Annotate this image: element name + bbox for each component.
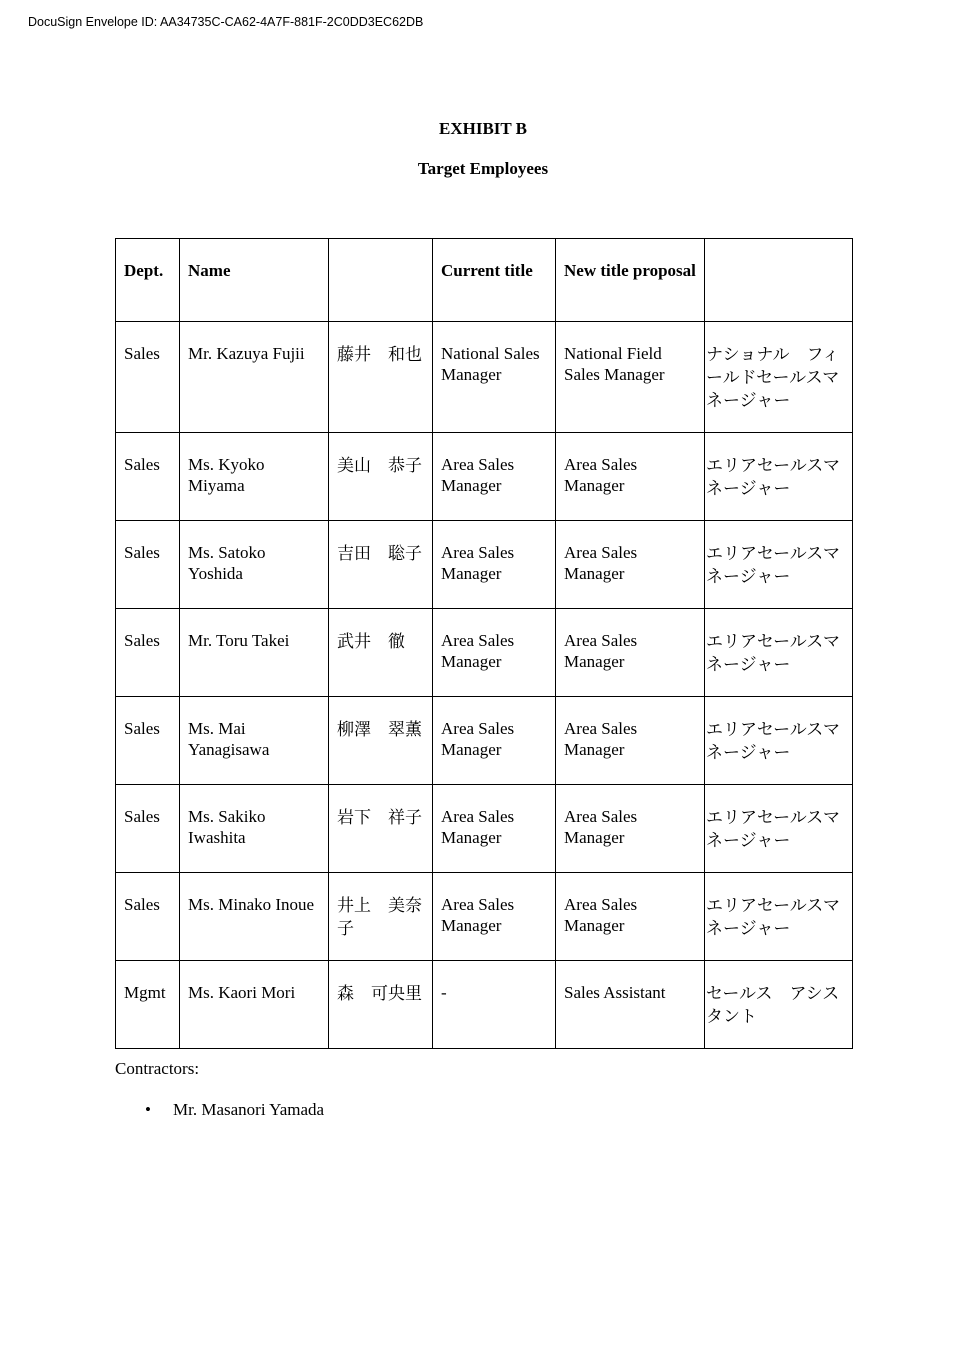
cell-name-jp: 美山 恭子 [329, 433, 433, 521]
cell-current-title: Area Sales Manager [433, 521, 556, 609]
exhibit-title: EXHIBIT B [438, 119, 528, 138]
cell-name-jp: 武井 徹 [329, 609, 433, 697]
table-row [116, 521, 853, 609]
list-item [145, 1100, 324, 1120]
table-row [116, 322, 853, 433]
table-row [116, 433, 853, 521]
cell-new-title-jp: エリアセールスマネージャー [705, 609, 853, 697]
cell-current-title: Area Sales Manager [433, 785, 556, 873]
cell-dept: Sales [116, 697, 180, 785]
cell-name: Mr. Toru Takei [180, 609, 329, 697]
cell-new-title: Area Sales Manager [556, 785, 705, 873]
cell-new-title: Area Sales Manager [556, 697, 705, 785]
cell-name-jp: 吉田 聡子 [329, 521, 433, 609]
cell-current-title: Area Sales Manager [433, 433, 556, 521]
table-header-row [116, 239, 853, 322]
cell-dept: Mgmt [116, 961, 180, 1049]
cell-dept: Sales [116, 873, 180, 961]
cell-current-title: Area Sales Manager [433, 873, 556, 961]
table-row [116, 961, 853, 1049]
cell-name: Ms. Mai Yanagisawa [180, 697, 329, 785]
cell-name-jp: 井上 美奈子 [329, 873, 433, 961]
cell-current-title: National Sales Manager [433, 322, 556, 433]
cell-name: Ms. Sakiko Iwashita [180, 785, 329, 873]
bullet-icon: • [145, 1100, 151, 1119]
cell-name-jp: 岩下 祥子 [329, 785, 433, 873]
target-employees-table [115, 238, 853, 1049]
cell-name-jp: 藤井 和也 [329, 322, 433, 433]
cell-new-title: Area Sales Manager [556, 609, 705, 697]
cell-current-title: Area Sales Manager [433, 697, 556, 785]
cell-current-title: Area Sales Manager [433, 609, 556, 697]
cell-new-title: National Field Sales Manager [556, 322, 705, 433]
cell-new-title-jp: ナショナル フィールドセールスマネージャー [705, 322, 853, 433]
cell-name: Ms. Kyoko Miyama [180, 433, 329, 521]
cell-dept: Sales [116, 785, 180, 873]
cell-current-title: - [433, 961, 556, 1049]
cell-name-jp: 柳澤 翠薫 [329, 697, 433, 785]
table-row [116, 873, 853, 961]
table-row [116, 609, 853, 697]
envelope-id: DocuSign Envelope ID: AA34735C-CA62-4A7F-881F-2C0DD3EC62DB [28, 15, 424, 29]
cell-dept: Sales [116, 609, 180, 697]
cell-name-jp: 森 可央里 [329, 961, 433, 1049]
cell-new-title: Area Sales Manager [556, 521, 705, 609]
subtitle: Target Employees [417, 159, 549, 178]
cell-new-title: Area Sales Manager [556, 433, 705, 521]
cell-dept: Sales [116, 322, 180, 433]
header-dept: Dept. [116, 239, 180, 322]
cell-new-title-jp: エリアセールスマネージャー [705, 433, 853, 521]
header-name-jp [329, 239, 433, 322]
cell-new-title-jp: エリアセールスマネージャー [705, 697, 853, 785]
cell-dept: Sales [116, 433, 180, 521]
cell-new-title: Sales Assistant [556, 961, 705, 1049]
cell-new-title-jp: エリアセールスマネージャー [705, 873, 853, 961]
cell-name: Mr. Kazuya Fujii [180, 322, 329, 433]
table-row [116, 785, 853, 873]
cell-name: Ms. Kaori Mori [180, 961, 329, 1049]
contractor-name: Mr. Masanori Yamada [173, 1100, 325, 1119]
cell-name: Ms. Minako Inoue [180, 873, 329, 961]
contractors-label: Contractors: [115, 1059, 200, 1078]
cell-new-title-jp: セールス アシスタント [705, 961, 853, 1049]
cell-name: Ms. Satoko Yoshida [180, 521, 329, 609]
header-name: Name [180, 239, 329, 322]
cell-dept: Sales [116, 521, 180, 609]
table-row [116, 697, 853, 785]
header-new-title: New title proposal [556, 239, 705, 322]
header-new-title-jp [705, 239, 853, 322]
header-current-title: Current title [433, 239, 556, 322]
cell-new-title: Area Sales Manager [556, 873, 705, 961]
cell-new-title-jp: エリアセールスマネージャー [705, 521, 853, 609]
cell-new-title-jp: エリアセールスマネージャー [705, 785, 853, 873]
